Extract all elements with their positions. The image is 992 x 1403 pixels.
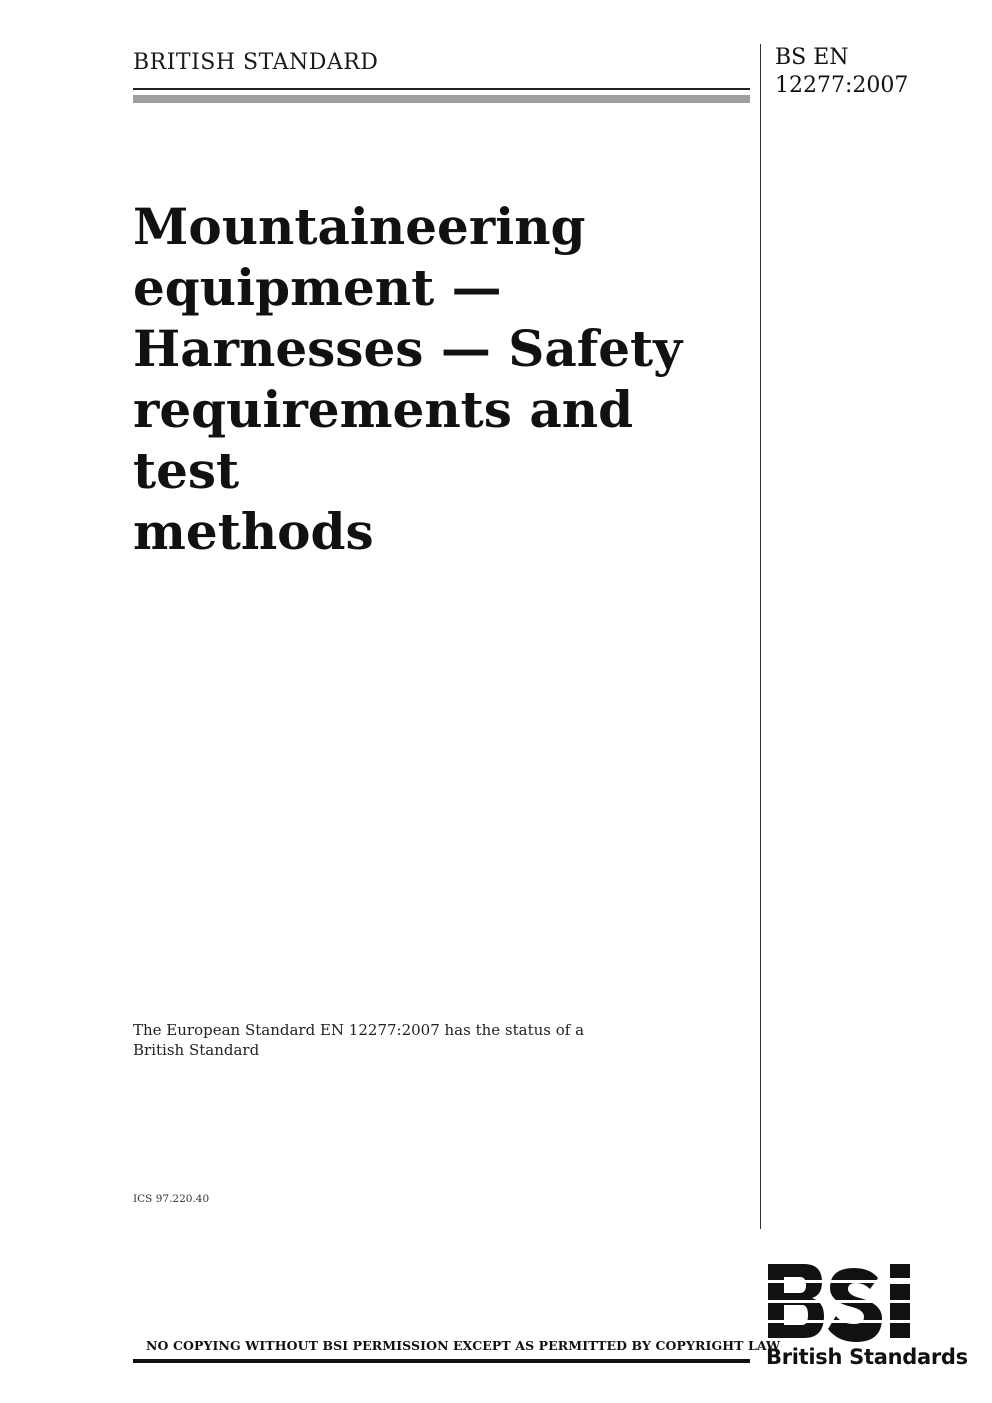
vertical-divider (760, 44, 761, 1229)
ics-code: ICS 97.220.40 (133, 1193, 210, 1205)
document-title: Mountaineering equipment — Harnesses — Safety requirements and test methods (133, 197, 683, 561)
footer-rule (133, 1359, 750, 1363)
document-type-label: BRITISH STANDARD (133, 50, 379, 75)
header-rule-gray (133, 95, 750, 103)
copyright-notice: NO COPYING WITHOUT BSI PERMISSION EXCEPT AS PERMITTED BY COPYRIGHT LAW (146, 1338, 781, 1353)
status-note: The European Standard EN 12277:2007 has the status of a British Standard (133, 1021, 585, 1059)
standard-number: BS EN 12277:2007 (775, 45, 909, 98)
header-rule-thin (133, 88, 750, 90)
logo-caption: British Standards (766, 1345, 968, 1369)
